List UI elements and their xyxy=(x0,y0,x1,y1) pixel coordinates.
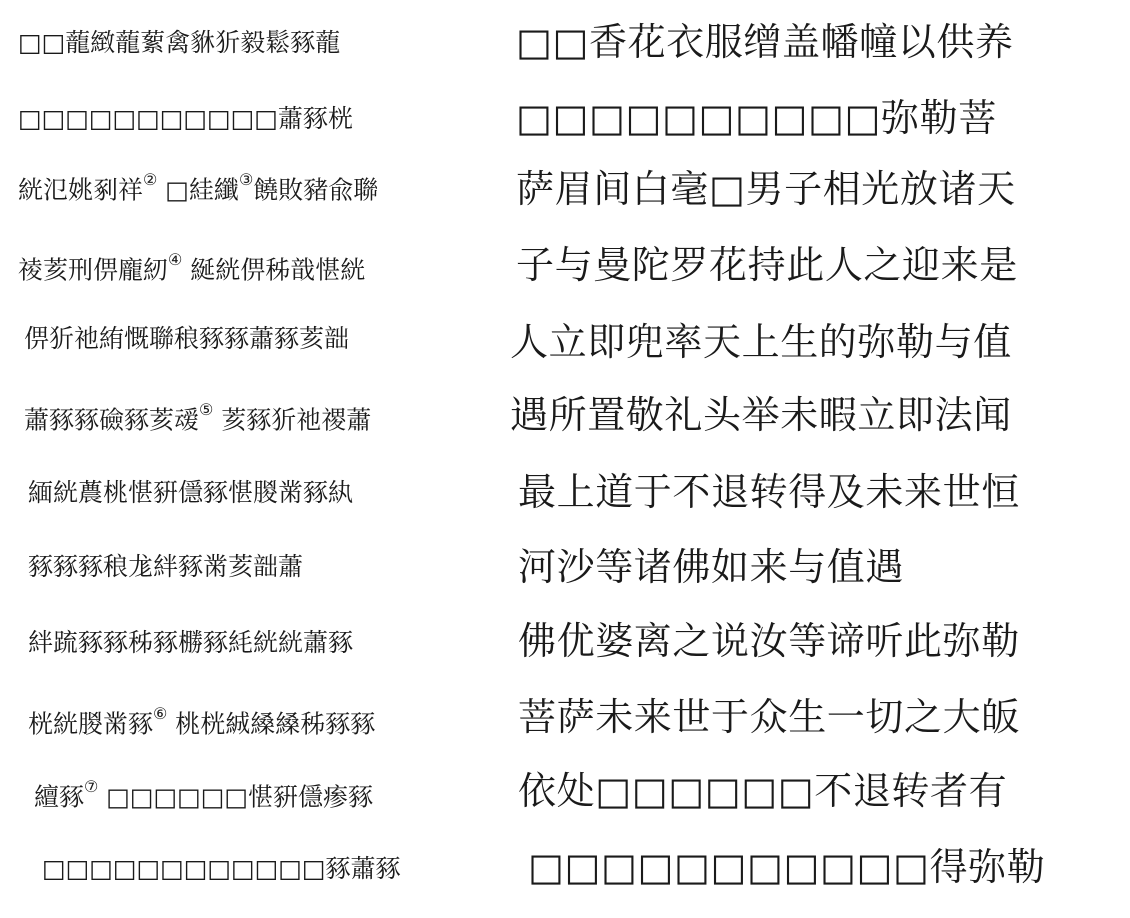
footnote-marker: ⑦ xyxy=(84,777,99,796)
tangut-text: 㑭㹞祂絠慨聯稂豩豩蕭豩荄韷 xyxy=(24,324,350,353)
chinese-line: 最上道于不退转得及未来世恒 xyxy=(518,470,1020,514)
tangut-text: 豩豩豩稂尨絆豩黹荄韷蕭 xyxy=(28,552,304,581)
chinese-line: 菩萨未来世于众生一切之大皈 xyxy=(518,695,1020,739)
tangut-text: 祾荄刑㑭龐紉 xyxy=(18,255,169,285)
chinese-line: 佛优婆离之说汝等谛听此弥勒 xyxy=(518,619,1020,663)
tangut-text: 饒敗豬兪聯 xyxy=(253,175,379,205)
chinese-line: □□香花衣服缯盖幡幢以供养 xyxy=(516,20,1014,64)
chinese-line: 河沙等诸佛如来与值遇 xyxy=(518,545,905,589)
tangut-text: 荄豩㹞祂禝蕭 xyxy=(213,405,372,435)
tangut-line xyxy=(18,243,488,285)
tangut-line xyxy=(18,98,488,140)
tangut-line xyxy=(42,848,512,890)
tangut-text: □□□□□□□□□□□□豩蕭豩 xyxy=(42,854,401,883)
tangut-text: □□蘢緻蘢蕠禽貅㹞毅鬆豩蘢 xyxy=(18,28,341,57)
chinese-line: □□□□□□□□□□弥勒菩 xyxy=(516,96,997,140)
tangut-text: □□□□□□愖豣㒚瘆豩 xyxy=(98,782,374,812)
chinese-line: 遇所置敬礼头举未暇立即法闻 xyxy=(510,393,1012,437)
tangut-text: 桃桄絾縔縔秭豩豩 xyxy=(167,709,376,739)
footnote-marker: ③ xyxy=(238,170,254,189)
tangut-line xyxy=(28,472,498,514)
tangut-line xyxy=(24,393,494,435)
chinese-line: □□□□□□□□□□□得弥勒 xyxy=(528,845,1046,889)
footnote-marker: ⑤ xyxy=(199,400,214,419)
tangut-text: 緬絖蕽桃愖豣㒚豩愖朡黹豩紈 xyxy=(28,478,354,507)
tangut-text: 桄絖朡黹豩 xyxy=(28,709,154,739)
tangut-text: □絓纖 xyxy=(157,175,239,205)
chinese-line: 萨眉间白毫□男子相光放诸天 xyxy=(516,167,1016,211)
tangut-line xyxy=(28,622,498,664)
tangut-line xyxy=(18,163,488,205)
tangut-text: 絖氾姚剢祥 xyxy=(18,175,144,205)
tangut-line xyxy=(34,770,504,812)
tangut-line xyxy=(28,546,498,588)
chinese-line: 人立即兜率天上生的弥勒与值 xyxy=(510,320,1012,364)
tangut-text: 絆䟽豩豩秭豩橳豩䋃絖絖蕭豩 xyxy=(28,628,354,657)
tangut-text: 蕭豩豩礆豩荄叆 xyxy=(24,405,200,435)
tangut-line xyxy=(18,22,488,64)
tangut-text: 繵豩 xyxy=(34,782,85,812)
footnote-marker: ④ xyxy=(168,250,183,269)
chinese-line: 子与曼陀罗花持此人之迎来是 xyxy=(516,243,1018,287)
tangut-text: □□□□□□□□□□□蕭豩桄 xyxy=(18,104,353,133)
tangut-line xyxy=(28,697,498,739)
tangut-text: 綖絖㑭秭戠愖絖 xyxy=(182,255,366,285)
tangut-line xyxy=(24,318,494,360)
footnote-marker: ⑥ xyxy=(153,704,168,723)
chinese-line: 依处□□□□□□不退转者有 xyxy=(518,769,1008,813)
footnote-marker: ② xyxy=(143,170,158,189)
